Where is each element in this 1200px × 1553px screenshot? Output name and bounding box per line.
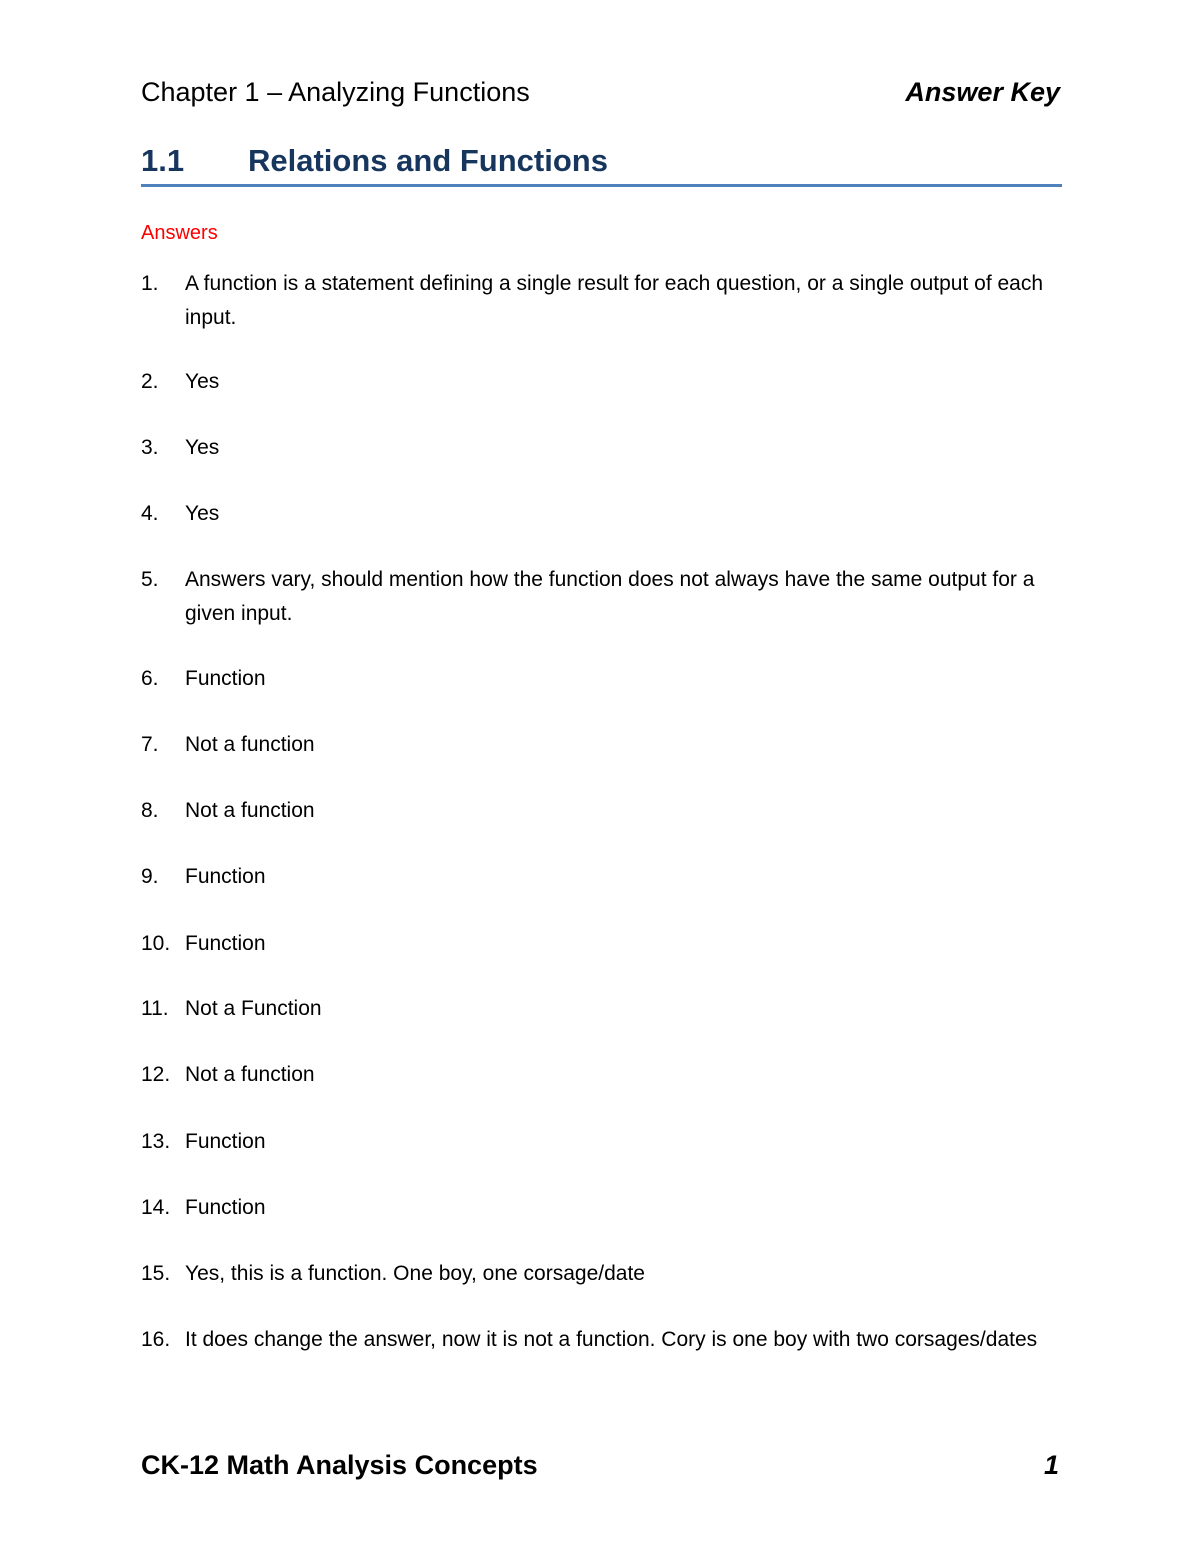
answer-number: 3.	[141, 436, 159, 459]
answer-text: Function	[185, 667, 266, 690]
answer-number: 15.	[141, 1262, 171, 1285]
answer-text: Yes, this is a function. One boy, one corsage/date	[185, 1262, 645, 1285]
chapter-title: Chapter 1 – Analyzing Functions	[141, 77, 530, 107]
page-number: 1	[1043, 1450, 1059, 1480]
answer-text: Not a Function	[185, 997, 322, 1020]
answer-number: 11.	[141, 997, 169, 1020]
answer-item	[141, 365, 1060, 399]
answer-text: Not a function	[185, 799, 315, 822]
answer-item	[141, 563, 1060, 631]
answer-number: 8.	[141, 799, 159, 822]
answer-text: Not a function	[185, 733, 315, 756]
answer-number: 12.	[141, 1063, 171, 1086]
section-number: 1.1	[141, 143, 185, 178]
answer-number: 10.	[141, 932, 171, 955]
answer-item	[141, 1058, 1060, 1092]
answer-text: Function	[185, 1196, 266, 1219]
answer-item	[141, 794, 1060, 828]
section-heading	[141, 138, 1062, 187]
answer-text: Function	[185, 1130, 266, 1153]
answer-item	[141, 1191, 1060, 1225]
book-title: CK-12 Math Analysis Concepts	[141, 1450, 538, 1480]
answer-key-label: Answer Key	[905, 77, 1060, 107]
answer-number: 9.	[141, 865, 159, 888]
answer-item	[141, 992, 1060, 1026]
answer-text: Not a function	[185, 1063, 315, 1086]
answer-number: 14.	[141, 1196, 171, 1219]
answer-number: 4.	[141, 502, 159, 525]
answers-label: Answers	[141, 222, 218, 244]
answer-text: Function	[185, 932, 266, 955]
answer-number: 2.	[141, 370, 159, 393]
answer-text: Yes	[185, 370, 220, 393]
answer-item	[141, 497, 1060, 531]
answer-item	[141, 662, 1060, 696]
answer-item	[141, 860, 1060, 894]
answer-item	[141, 728, 1060, 762]
section-title: Relations and Functions	[248, 143, 608, 178]
answer-text: A function is a statement defining a single result for each question, or a single output of each input.	[185, 272, 1044, 329]
answer-item	[141, 431, 1060, 465]
answer-item	[141, 1323, 1060, 1357]
answer-number: 16.	[141, 1328, 171, 1351]
answer-text: Yes	[185, 436, 220, 459]
answer-text: Answers vary, should mention how the function does not always have the same output for a given input.	[185, 568, 1035, 625]
answer-item	[141, 267, 1060, 335]
answer-number: 1.	[141, 272, 159, 295]
answer-text: Function	[185, 865, 266, 888]
page-footer	[141, 1445, 1059, 1485]
answer-number: 7.	[141, 733, 159, 756]
answer-text: Yes	[185, 502, 220, 525]
answer-number: 5.	[141, 568, 159, 591]
answer-text: It does change the answer, now it is not a function. Cory is one boy with two corsages/dates	[185, 1328, 1038, 1351]
page-header	[141, 72, 1060, 112]
answer-item	[141, 1125, 1060, 1159]
answer-number: 13.	[141, 1130, 171, 1153]
answer-number: 6.	[141, 667, 159, 690]
answer-item	[141, 927, 1060, 961]
answer-item	[141, 1257, 1060, 1291]
